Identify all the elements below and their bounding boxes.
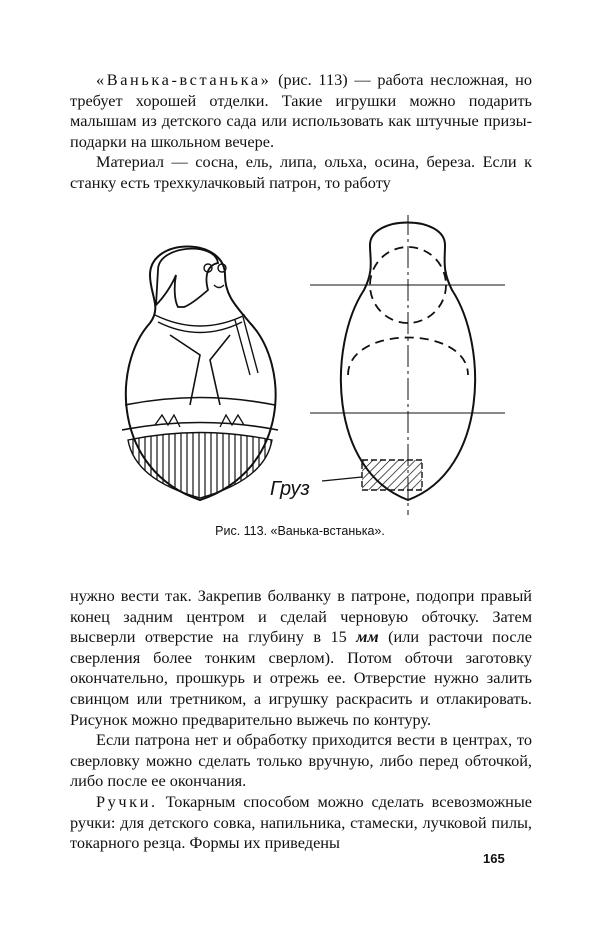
doll-arms (170, 335, 230, 405)
doll-base-ribs (128, 433, 272, 499)
page-number: 165 (483, 851, 505, 866)
doll-hair (156, 249, 218, 307)
bottom-text-block (70, 586, 532, 854)
doll-belt-band (122, 398, 278, 431)
section-drawing (310, 215, 505, 515)
figure-caption: Рис. 113. «Ванька-встанька». (215, 524, 385, 538)
paragraph-no-chuck: Если патрона нет и обработку приходится вести в центрах, то сверловку можно сделать только вручную, либо перед обточкой, либо после ее окончания. (70, 730, 532, 791)
unit-mm: мм (356, 627, 379, 647)
paragraph-vanka-intro-text: (рис. 113) — работа несложная, но требует хорошей отделки. Такие игрушки можно подарить малышам из детского сада или использовать как штучные призы-подарки на школьном вечере. (70, 70, 532, 151)
paragraph-vanka-intro (70, 70, 532, 152)
figure-113 (100, 215, 510, 515)
top-text-block (70, 70, 532, 194)
paragraph-handles (70, 792, 532, 854)
doll-sleeve-trim (235, 317, 258, 375)
doll-illustration (122, 247, 278, 501)
weight-insert (362, 460, 422, 490)
term-vanka-vstanka: «Ванька-встанька» (96, 70, 272, 89)
paragraph-handles-text: Токарным способом можно сделать всевозможные ручки: для детского совка, напильника, стамески, лучковой пилы, токарного резца. Формы их приведены (70, 791, 532, 853)
weight-leader-line (322, 477, 362, 481)
term-ruchki: Ручки. (96, 791, 158, 811)
paragraph-procedure-end: (или расточи после сверления более тонким сверлом). Потом обточи заготовку окончательно, прошкурь и отрежь ее. Отверстие нужно залить свинцом или третником, а игрушку раскрасить и отлакировать. Рисунок можно предварительно выжечь по контуру. (70, 627, 532, 729)
doll-collar-trim (155, 315, 245, 326)
paragraph-procedure-start: нужно вести так. Закрепив болванку в патроне, подопри правый конец задним центром и сделай черновую обточку. Затем высверли отверстие на глубину в 15 (70, 586, 532, 647)
paragraph-material: Материал — сосна, ель, липа, ольха, осина, береза. Если к станку есть трехкулачковый патрон, то работу (70, 152, 532, 192)
doll-hands (155, 415, 244, 427)
weight-label: Груз (270, 478, 310, 500)
paragraph-procedure (70, 586, 532, 730)
